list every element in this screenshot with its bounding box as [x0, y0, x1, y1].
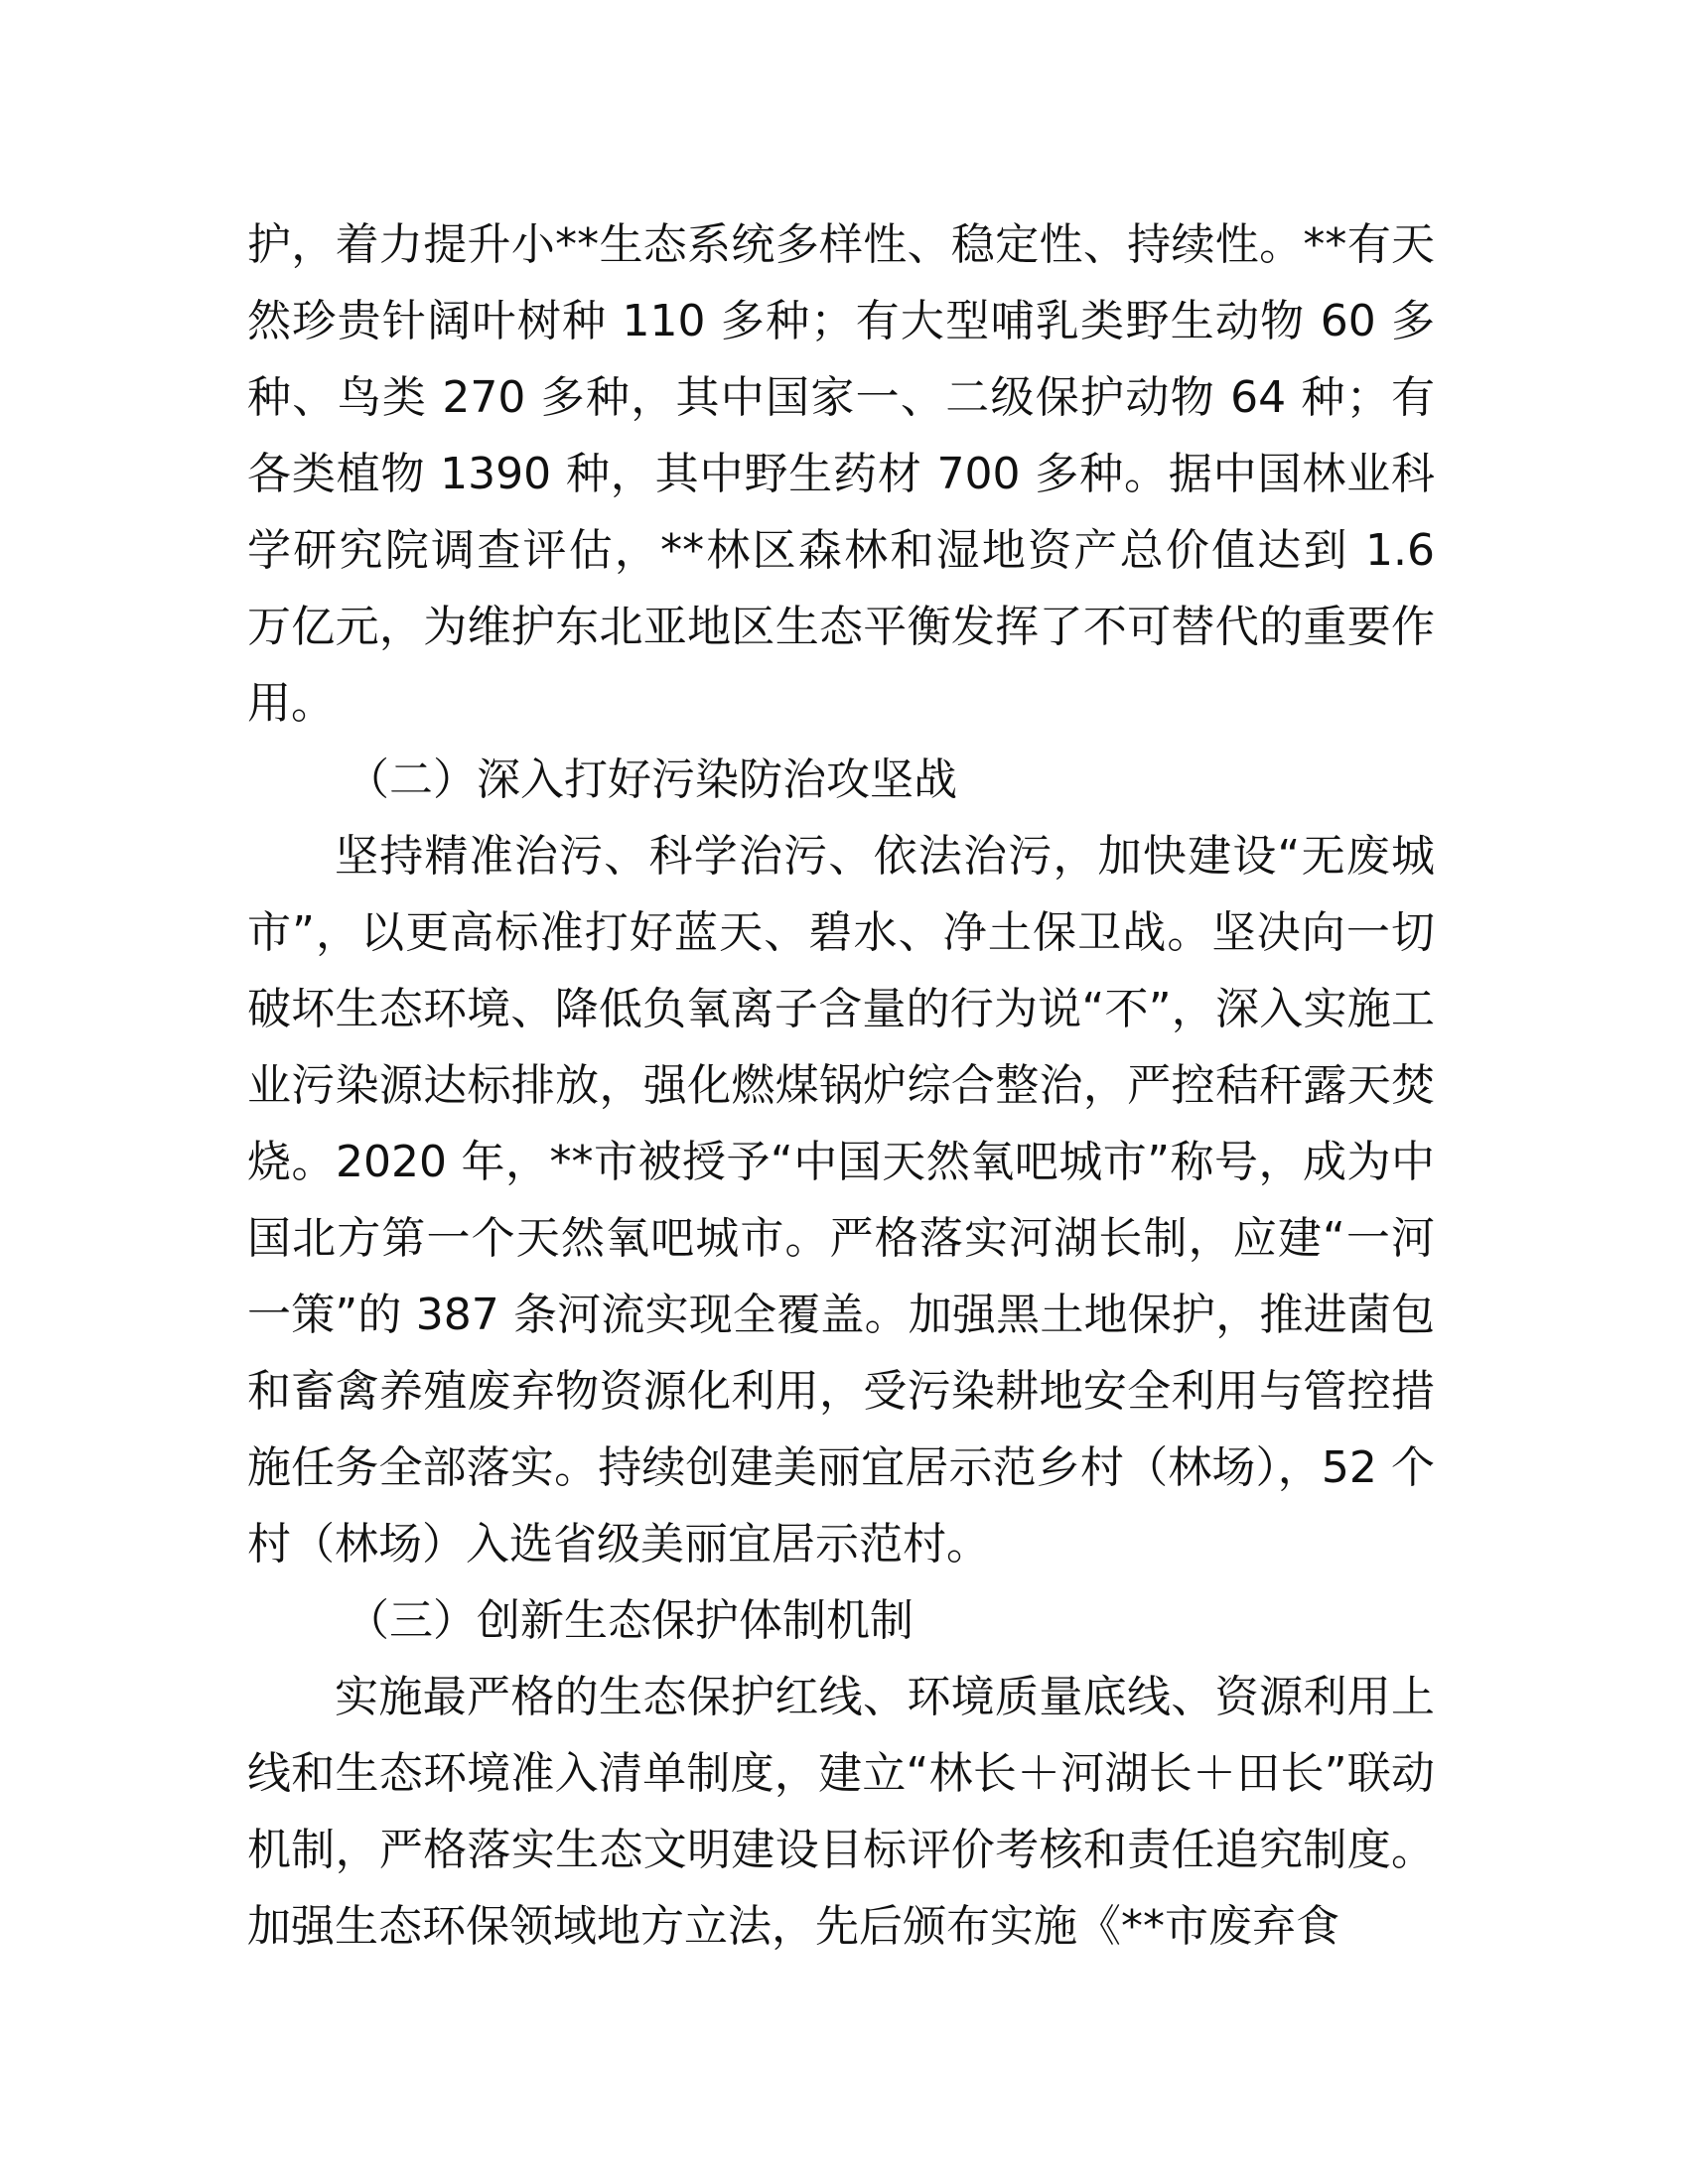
paragraph-ecosystem-continued: 护，着力提升小**生态系统多样性、稳定性、持续性。**有天然珍贵针阔叶树种 110 多种；有大型哺乳类野生动物 60 多种、鸟类 270 多种，其中国家一、二级保护动物 64 种；有各类植物 1390 种，其中野生药材 700 多种。据中国林业科学研究院调查评估，**林区森林和湿地资产总价值达到 1.6 万亿元，为维护东北亚地区生态平衡发挥了不可替代的重要作用。	[247, 219, 1435, 729]
paragraph-protection-mechanism: 实施最严格的生态保护红线、环境质量底线、资源利用上线和生态环境准入清单制度，建立“林长＋河湖长＋田长”联动机制，严格落实生态文明建设目标评价考核和责任追究制度。加强生态环保领域地方立法，先后颁布实施《**市废弃食	[247, 1672, 1435, 1952]
paragraph-pollution-control: 坚持精准治污、科学治污、依法治污，加快建设“无废城市”，以更高标准打好蓝天、碧水、净土保卫战。坚决向一切破坏生态环境、降低负氧离子含量的行为说“不”，深入实施工业污染源达标排放，强化燃煤锅炉综合整治，严控秸秆露天焚烧。2020 年，**市被授予“中国天然氧吧城市”称号，成为中国北方第一个天然氧吧城市。严格落实河湖长制，应建“一河一策”的 387 条河流实现全覆盖。加强黑土地保护，推进菌包和畜禽养殖废弃物资源化利用，受污染耕地安全利用与管控措施任务全部落实。持续创建美丽宜居示范乡村（林场），52 个村（林场）入选省级美丽宜居示范村。	[247, 831, 1435, 1570]
document-body	[247, 206, 1435, 1965]
section-heading-pollution-control: （二）深入打好污染防治攻坚战	[346, 754, 957, 805]
section-heading-protection-mechanism: （三）创新生态保护体制机制	[346, 1595, 914, 1646]
